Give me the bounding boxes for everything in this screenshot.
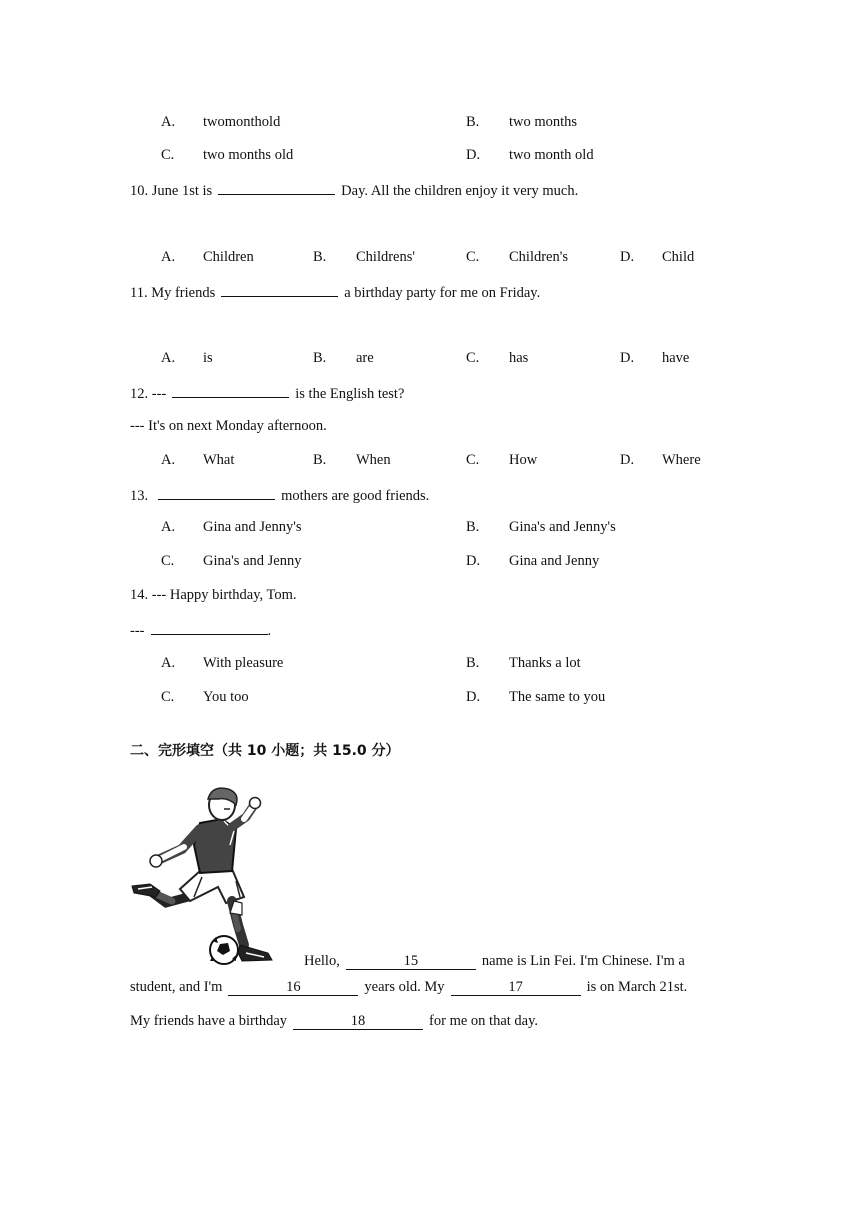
- passage-text: name is Lin Fei. I'm Chinese. I'm a: [481, 953, 685, 969]
- section-title: 二、完形填空（共 10 小题；共 15.0 分）: [130, 743, 400, 759]
- cloze-blank-16: 16: [228, 979, 358, 996]
- passage-text: Hello,: [304, 953, 340, 969]
- q12-answer-line: --- It's on next Monday afternoon.: [130, 418, 327, 434]
- passage-text: for me on that day.: [429, 1013, 539, 1029]
- q10-option-a-text: Children: [203, 249, 254, 265]
- q12-option-c-text: How: [509, 452, 538, 468]
- q10-option-b-text: Childrens': [356, 249, 415, 265]
- q11-option-a-text: is: [203, 350, 213, 366]
- q14-line2: [130, 620, 271, 640]
- q12-option-b-letter: B.: [313, 452, 327, 468]
- q14-blank: [151, 620, 268, 635]
- q9-option-a-text: twomonthold: [203, 114, 281, 130]
- q12-stem-before: 12. ---: [130, 386, 167, 402]
- q10-blank: [218, 180, 335, 195]
- q13-stem: [130, 485, 429, 505]
- cloze-blank-15: 15: [346, 953, 476, 970]
- q9-option-d-letter: D.: [466, 147, 481, 163]
- q14-option-c-letter: C.: [161, 689, 175, 705]
- q10-stem: [130, 180, 578, 200]
- passage-line-2: [130, 978, 687, 996]
- passage-line-1: [304, 952, 685, 970]
- q13-stem-before: 13.: [130, 488, 149, 504]
- q10-option-c-letter: C.: [466, 249, 480, 265]
- q9-option-b-letter: B.: [466, 114, 480, 130]
- q13-option-a-letter: A.: [161, 519, 176, 535]
- q12-option-a-text: What: [203, 452, 235, 468]
- q11-option-d-letter: D.: [620, 350, 635, 366]
- q13-stem-after: mothers are good friends.: [281, 488, 430, 504]
- q10-option-a-letter: A.: [161, 249, 176, 265]
- q10-option-d-text: Child: [662, 249, 695, 265]
- q9-option-c-text: two months old: [203, 147, 294, 163]
- q11-option-d-text: have: [662, 350, 690, 366]
- q14-option-c-text: You too: [203, 689, 249, 705]
- q12-option-d-letter: D.: [620, 452, 635, 468]
- q11-option-c-letter: C.: [466, 350, 480, 366]
- q13-option-d-letter: D.: [466, 553, 481, 569]
- passage-text: My friends have a birthday: [130, 1013, 288, 1029]
- q14-line2-prefix: ---: [130, 623, 145, 639]
- passage-line-3: [130, 1012, 538, 1030]
- soccer-player-illustration: [128, 785, 278, 970]
- q9-option-d-text: two month old: [509, 147, 594, 163]
- q10-option-c-text: Children's: [509, 249, 568, 265]
- q14-option-d-letter: D.: [466, 689, 481, 705]
- q12-blank: [172, 383, 289, 398]
- q9-option-b-text: two months: [509, 114, 578, 130]
- q14-option-a-text: With pleasure: [203, 655, 284, 671]
- q12-option-a-letter: A.: [161, 452, 176, 468]
- q11-stem-after: a birthday party for me on Friday.: [344, 285, 541, 301]
- q11-option-b-text: are: [356, 350, 374, 366]
- q13-option-b-text: Gina's and Jenny's: [509, 519, 616, 535]
- q11-stem-before: 11. My friends: [130, 285, 216, 301]
- q10-stem-after: Day. All the children enjoy it very much.: [341, 183, 579, 199]
- q9-option-a: [161, 113, 175, 131]
- q12-stem: [130, 383, 404, 403]
- q11-stem: [130, 282, 540, 302]
- passage-text: is on March 21st.: [586, 979, 688, 995]
- q9-option-c-letter: C.: [161, 147, 175, 163]
- q12-option-c-letter: C.: [466, 452, 480, 468]
- cloze-blank-17: 17: [451, 979, 581, 996]
- q14-option-b-text: Thanks a lot: [509, 655, 581, 671]
- q11-option-b-letter: B.: [313, 350, 327, 366]
- q13-blank: [158, 485, 275, 500]
- passage-text: years old. My: [364, 979, 445, 995]
- q11-option-c-text: has: [509, 350, 529, 366]
- q11-blank: [221, 282, 338, 297]
- q13-option-b-letter: B.: [466, 519, 480, 535]
- q14-option-b-letter: B.: [466, 655, 480, 671]
- q14-line2-suffix: .: [267, 623, 272, 639]
- q13-option-a-text: Gina and Jenny's: [203, 519, 302, 535]
- q12-option-d-text: Where: [662, 452, 701, 468]
- q10-option-d-letter: D.: [620, 249, 635, 265]
- q10-stem-before: 10. June 1st is: [130, 183, 213, 199]
- q12-option-b-text: When: [356, 452, 391, 468]
- q11-option-a-letter: A.: [161, 350, 176, 366]
- q14-line1: 14. --- Happy birthday, Tom.: [130, 587, 297, 603]
- cloze-blank-18: 18: [293, 1013, 423, 1030]
- q10-option-b-letter: B.: [313, 249, 327, 265]
- q14-option-d-text: The same to you: [509, 689, 606, 705]
- option-letter: A.: [161, 114, 176, 130]
- passage-text: student, and I'm: [130, 979, 223, 995]
- q12-stem-after: is the English test?: [295, 386, 405, 402]
- q13-option-c-text: Gina's and Jenny: [203, 553, 302, 569]
- q14-option-a-letter: A.: [161, 655, 176, 671]
- q13-option-c-letter: C.: [161, 553, 175, 569]
- q13-option-d-text: Gina and Jenny: [509, 553, 600, 569]
